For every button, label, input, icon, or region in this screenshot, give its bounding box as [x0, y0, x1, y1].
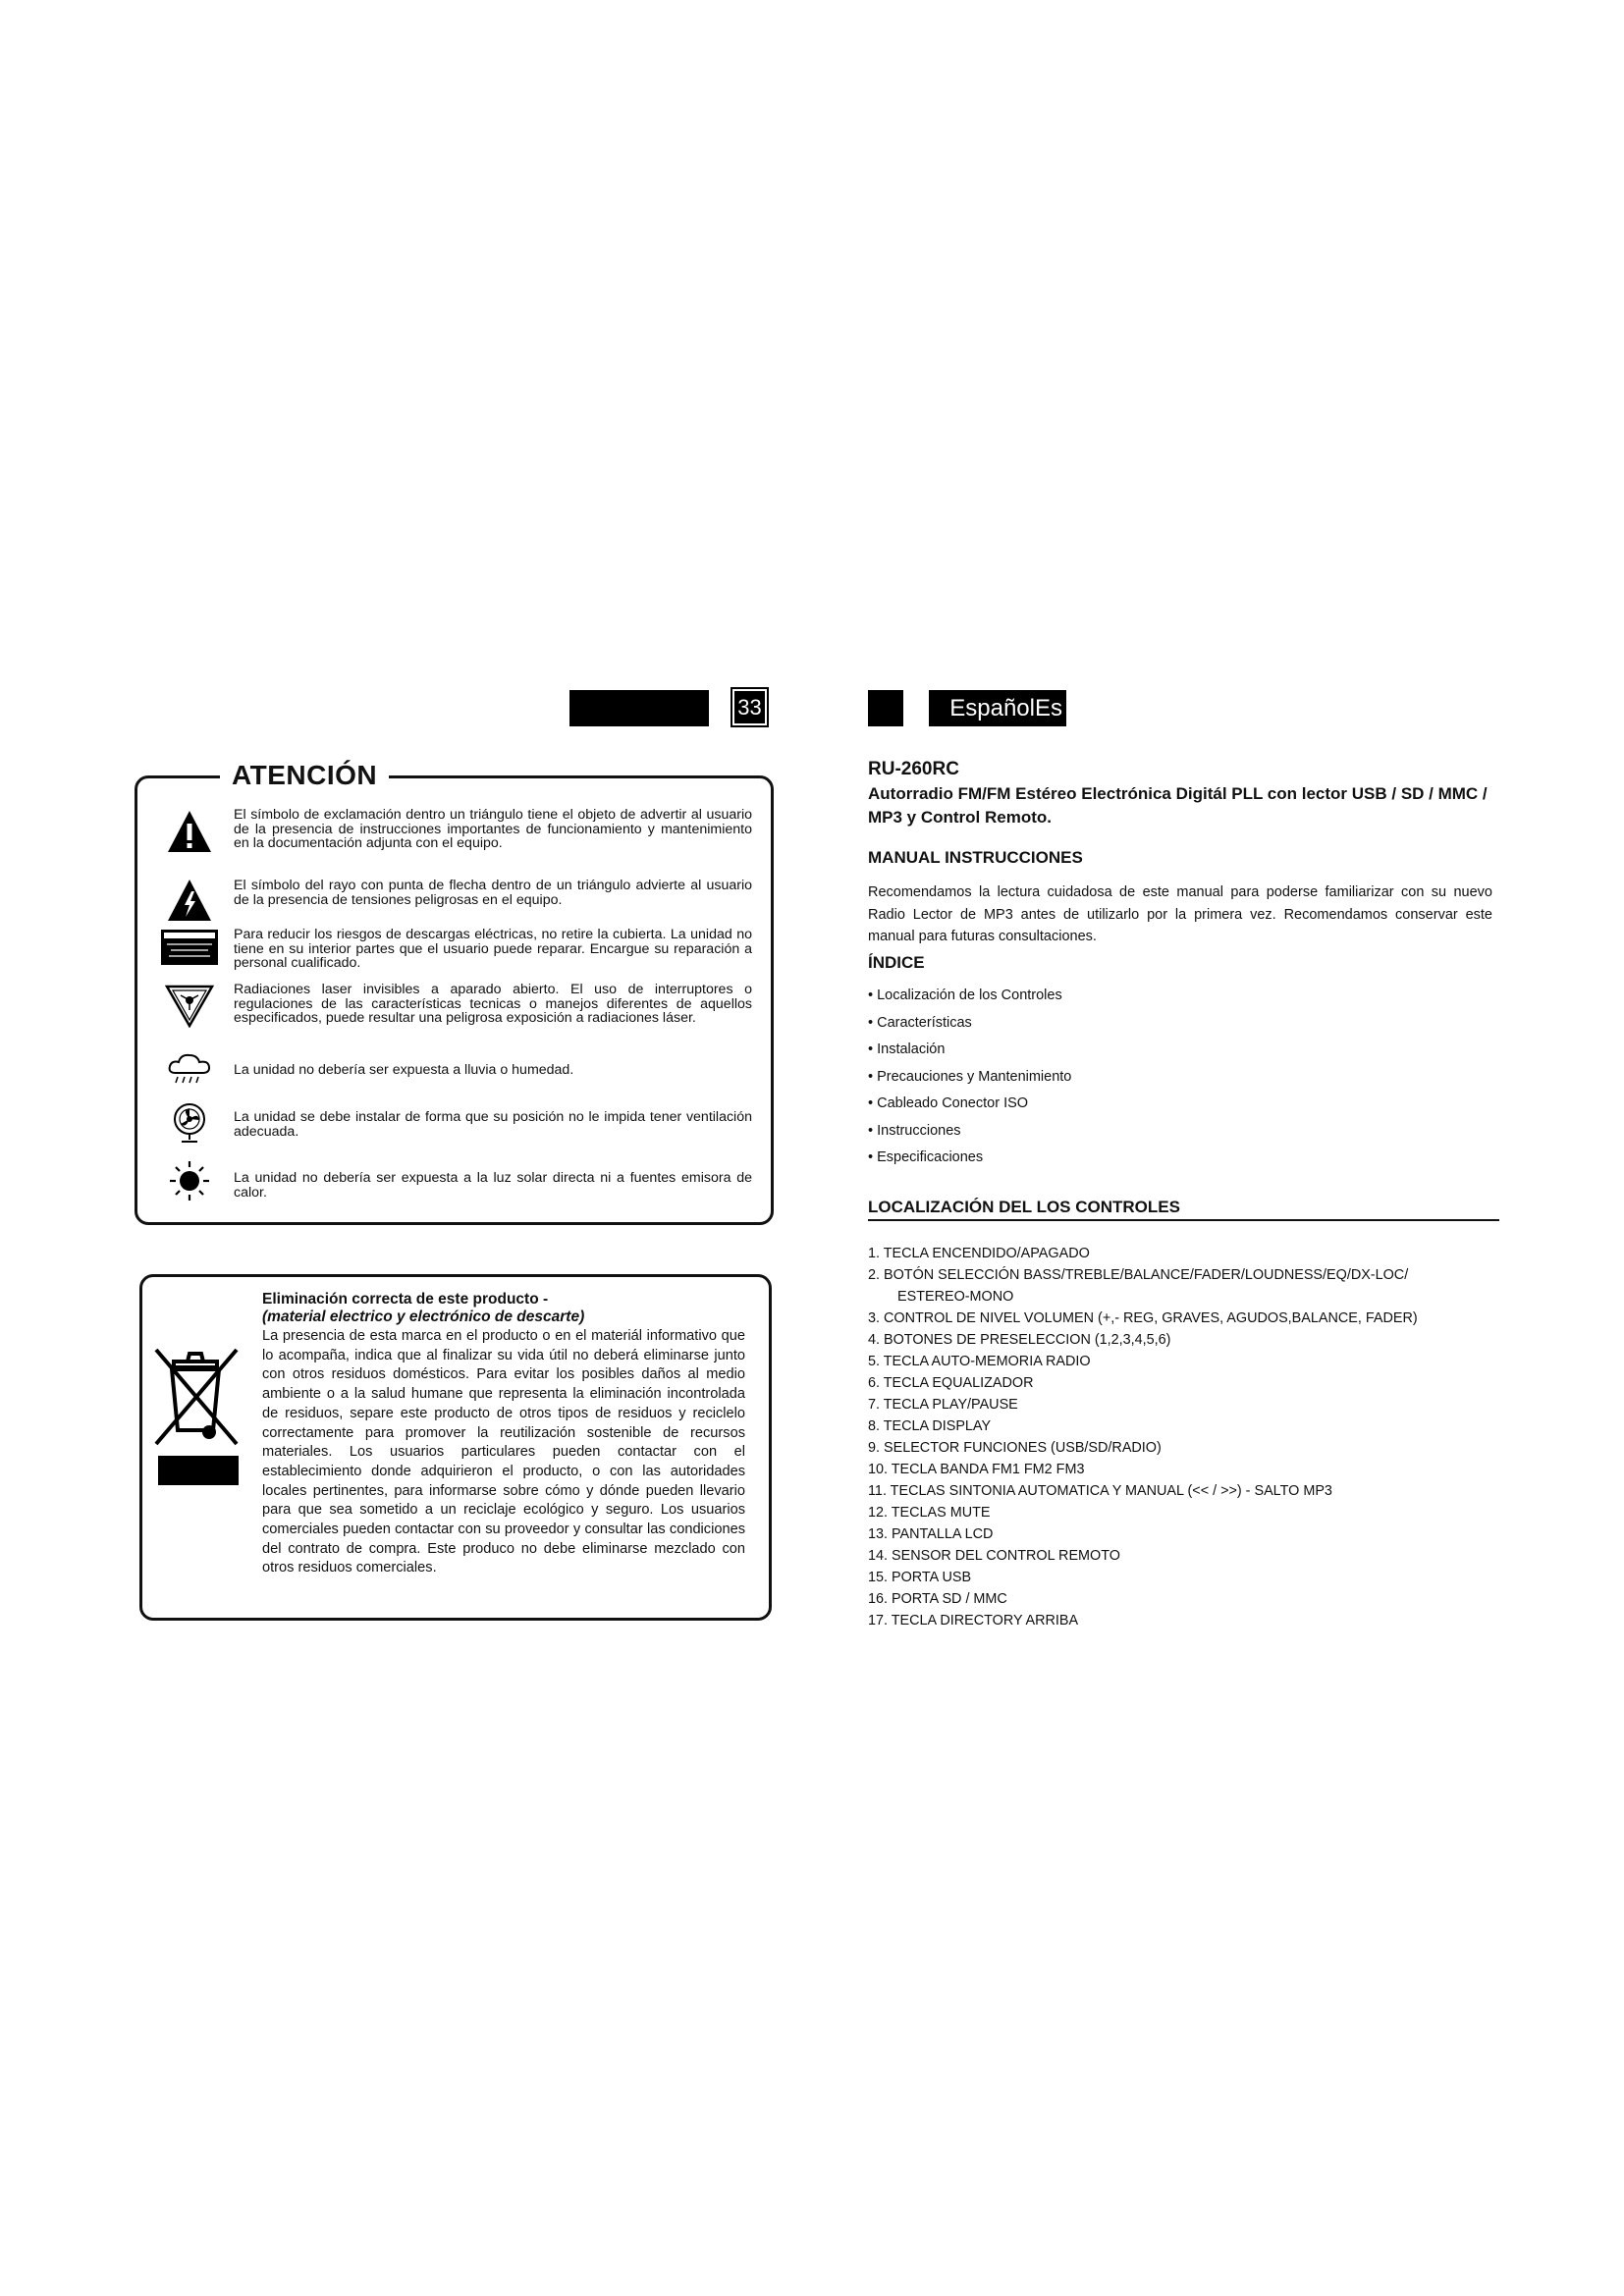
- index-item: • Precauciones y Mantenimiento: [868, 1068, 1072, 1085]
- product-description: Autorradio FM/FM Estéreo Electrónica Digitál PLL con lector USB / SD / MMC / MP3 y Control Remoto.: [868, 784, 1488, 827]
- index-item: • Características: [868, 1014, 972, 1031]
- warning-row: [157, 1159, 752, 1202]
- disposal-body: La presencia de esta marca en el producto o en el materiál informativo que lo acompaña, indica que al finalizar su vida útil no deberá eliminarse junto con otros residuos domésticos. Para evitar los posibles daños al medio ambiente o a la salud humane que representa la eliminación incontrolada de residuos, separe este producto de otros tipos de residuos y reciclelo correctamente para promover la reutilización sostenible de recursos materiales. Los usuarios particulares pueden contactar con el establecimiento donde adquirieron el producto, o con las autoridades locales pertinentes, para informarse sobre cómo y dónde pueden llevario para que sea sometido a un reciclaje ecológico y seguro. Los usuarios comerciales pueden contactar con su proveedor y consultar las condiciones del contrato de compra. Este produco no debe eliminarse mezclado con otros residuos comerciales.: [262, 1328, 745, 1576]
- page-number: 33: [732, 689, 767, 725]
- warning-row: [157, 1102, 752, 1146]
- index-item: • Especificaciones: [868, 1149, 984, 1165]
- product-model: RU-260RC: [868, 759, 959, 779]
- control-item: 13. PANTALLA LCD: [868, 1526, 994, 1542]
- control-item: 17. TECLA DIRECTORY ARRIBA: [868, 1613, 1079, 1629]
- caution-label-icon: [157, 930, 222, 965]
- ventilation-fan-icon: [157, 1102, 222, 1144]
- control-item: 9. SELECTOR FUNCIONES (USB/SD/RADIO): [868, 1440, 1162, 1456]
- control-item: 12. TECLAS MUTE: [868, 1505, 991, 1521]
- attention-title: ATENCIÓN: [220, 760, 389, 791]
- header-bar-left: [569, 690, 709, 726]
- index-list: [868, 983, 1071, 1172]
- warning-text: Para reducir los riesgos de descargas eléctricas, no retire la cubierta. La unidad no tiene en su interior partes que el usuario puede reparar. Encargue su reparación a personal cualificado.: [234, 927, 752, 971]
- warning-text: El símbolo del rayo con punta de flecha dentro de un triángulo advierte al usuario de la presencia de tensiones peligrosas en el equipo.: [234, 878, 752, 908]
- manual-intro: Recomendamos la lectura cuidadosa de este manual para poderse familiarizar con su nuevo Radio Lector de MP3 antes de utilizarlo por la primera vez. Recomendamos conservar este manual para futuras consultaciones.: [868, 884, 1492, 944]
- lightning-triangle-icon: [157, 879, 222, 922]
- exclamation-triangle-icon: [157, 810, 222, 853]
- index-item: • Instrucciones: [868, 1122, 961, 1139]
- control-item: 4. BOTONES DE PRESELECCION (1,2,3,4,5,6): [868, 1332, 1171, 1348]
- laser-triangle-icon: [157, 985, 222, 1028]
- warning-row: [157, 1053, 752, 1089]
- control-item: 6. TECLA EQUALIZADOR: [868, 1375, 1034, 1391]
- disposal-box: [139, 1274, 772, 1621]
- warning-text: La unidad no debería ser expuesta a lluvia o humedad.: [234, 1062, 574, 1078]
- disposal-subheading: (material electrico y electrónico de descarte): [262, 1308, 585, 1325]
- attention-box: [135, 775, 774, 1225]
- warning-row: [157, 808, 752, 857]
- control-item: 10. TECLA BANDA FM1 FM2 FM3: [868, 1462, 1085, 1477]
- controls-list: [868, 1243, 1496, 1631]
- index-item: • Instalación: [868, 1041, 946, 1057]
- manual-heading: MANUAL INSTRUCCIONES: [868, 848, 1083, 867]
- warning-text: La unidad no debería ser expuesta a la luz solar directa ni a fuentes emisora de calor.: [234, 1170, 752, 1201]
- warning-text: El símbolo de exclamación dentro un triángulo tiene el objeto de advertir al usuario de la presencia de instrucciones importantes de funcionamiento y mantenimiento en la documentación adjunta con el equipo.: [234, 807, 752, 851]
- index-heading: ÍNDICE: [868, 953, 925, 972]
- control-item: 8. TECLA DISPLAY: [868, 1418, 992, 1434]
- language-label: EspañolEs: [929, 690, 1066, 726]
- control-item: 5. TECLA AUTO-MEMORIA RADIO: [868, 1354, 1091, 1369]
- control-item: [868, 1264, 1496, 1308]
- control-item: 1. TECLA ENCENDIDO/APAGADO: [868, 1246, 1090, 1261]
- crossed-bin-icon: [150, 1346, 244, 1508]
- warning-row: [157, 928, 752, 975]
- warning-row: [157, 879, 752, 918]
- disposal-heading: Eliminación correcta de este producto -: [262, 1291, 549, 1308]
- control-item-continuation: ESTEREO-MONO: [897, 1289, 1014, 1305]
- control-item-text: 2. BOTÓN SELECCIÓN BASS/TREBLE/BALANCE/FADER/LOUDNESS/EQ/DX-LOC/: [868, 1267, 1409, 1283]
- control-item: 11. TECLAS SINTONIA AUTOMATICA Y MANUAL (<< / >>) - SALTO MP3: [868, 1483, 1332, 1499]
- index-item: • Cableado Conector ISO: [868, 1095, 1029, 1111]
- controls-heading: LOCALIZACIÓN DEL LOS CONTROLES: [868, 1198, 1499, 1221]
- sun-icon: [157, 1159, 222, 1202]
- warning-row: [157, 983, 752, 1041]
- header-bar-right-block: [868, 690, 903, 726]
- control-item: 15. PORTA USB: [868, 1570, 972, 1585]
- warning-text: La unidad se debe instalar de forma que su posición no le impida tener ventilación adecuada.: [234, 1109, 752, 1140]
- control-item: 14. SENSOR DEL CONTROL REMOTO: [868, 1548, 1120, 1564]
- control-item: 16. PORTA SD / MMC: [868, 1591, 1007, 1607]
- control-item: 7. TECLA PLAY/PAUSE: [868, 1397, 1018, 1413]
- index-item: • Localización de los Controles: [868, 988, 1062, 1003]
- control-item: 3. CONTROL DE NIVEL VOLUMEN (+,- REG, GRAVES, AGUDOS,BALANCE, FADER): [868, 1310, 1418, 1326]
- rain-cloud-icon: [157, 1051, 222, 1087]
- warning-text: Radiaciones laser invisibles a aparado abierto. El uso de interruptores o regulaciones de las características tecnicas o manejos diferentes de aquellos especificados, puede resultar una peligrosa exposición a radiaciones láser.: [234, 982, 752, 1026]
